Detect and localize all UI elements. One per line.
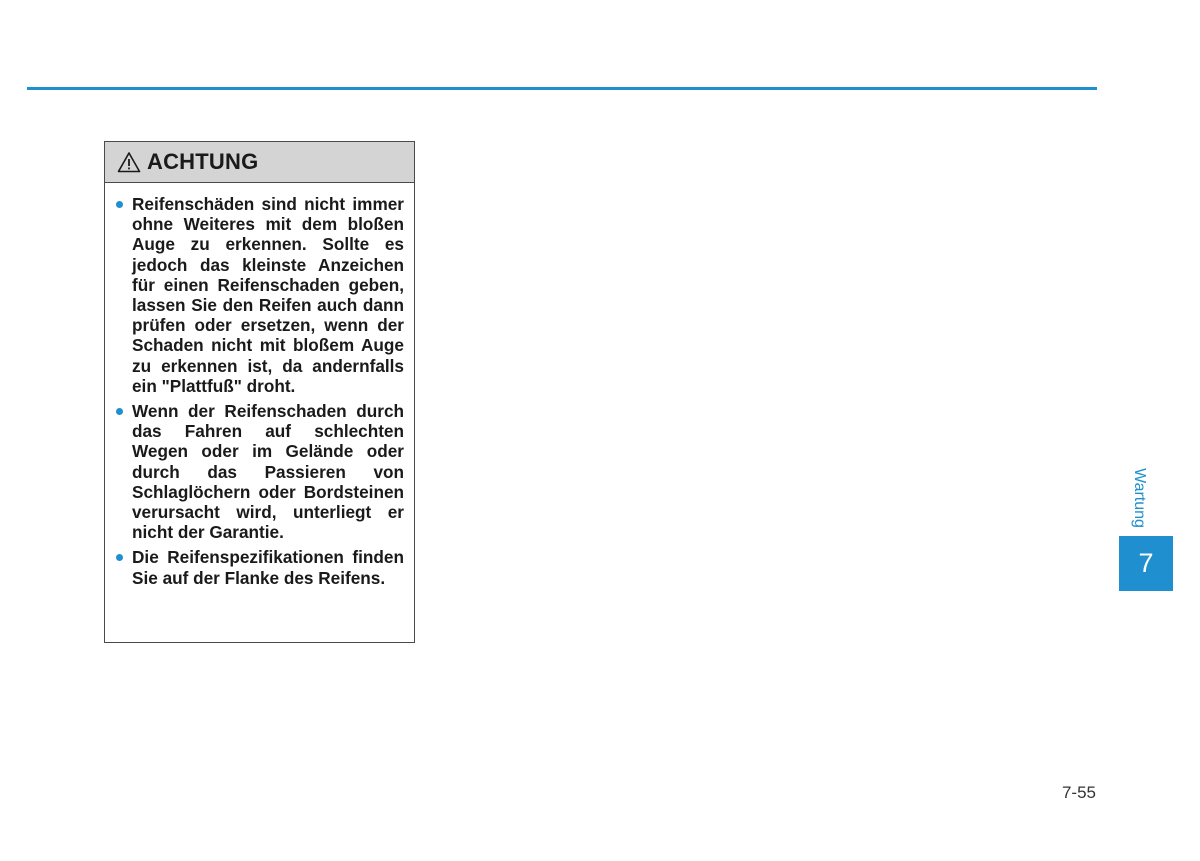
- caution-title: ACHTUNG: [147, 149, 259, 174]
- caution-header: [105, 142, 414, 183]
- bullet-icon: [116, 408, 123, 415]
- list-item-text: Reifenschäden sind nicht immer ohne Weiteres mit dem bloßen Auge zu erkennen. Sollte es jedoch das kleinste Anzeichen für einen Reifenschaden geben, lassen Sie den Reifen auch dann prüfen oder ersetzen, wenn der Schaden nicht mit bloßem Auge zu erkennen ist, da andernfalls ein "Plattfuß" droht.: [132, 194, 404, 396]
- chapter-number: 7: [1138, 548, 1154, 578]
- warning-triangle-icon: [117, 151, 141, 173]
- list-item: [115, 194, 404, 396]
- list-item: [115, 547, 404, 587]
- bullet-icon: [116, 554, 123, 561]
- list-item-text: Wenn der Reifenschaden durch das Fahren auf schlechten Wegen oder im Gelände oder durch das Passieren von Schlaglöchern oder Bordsteinen verursacht wird, unterliegt er nicht der Garantie.: [132, 401, 404, 543]
- top-rule: [27, 87, 1097, 90]
- list-item: [115, 401, 404, 542]
- bullet-icon: [116, 201, 123, 208]
- chapter-tab: [1119, 536, 1173, 591]
- page-number: 7-55: [1061, 783, 1096, 802]
- list-item-text: Die Reifenspezifikationen finden Sie auf der Flanke des Reifens.: [132, 547, 404, 588]
- section-label: [1124, 463, 1154, 533]
- caution-list: [105, 183, 414, 588]
- caution-box: [104, 141, 415, 643]
- section-label-text: Wartung: [1131, 468, 1148, 528]
